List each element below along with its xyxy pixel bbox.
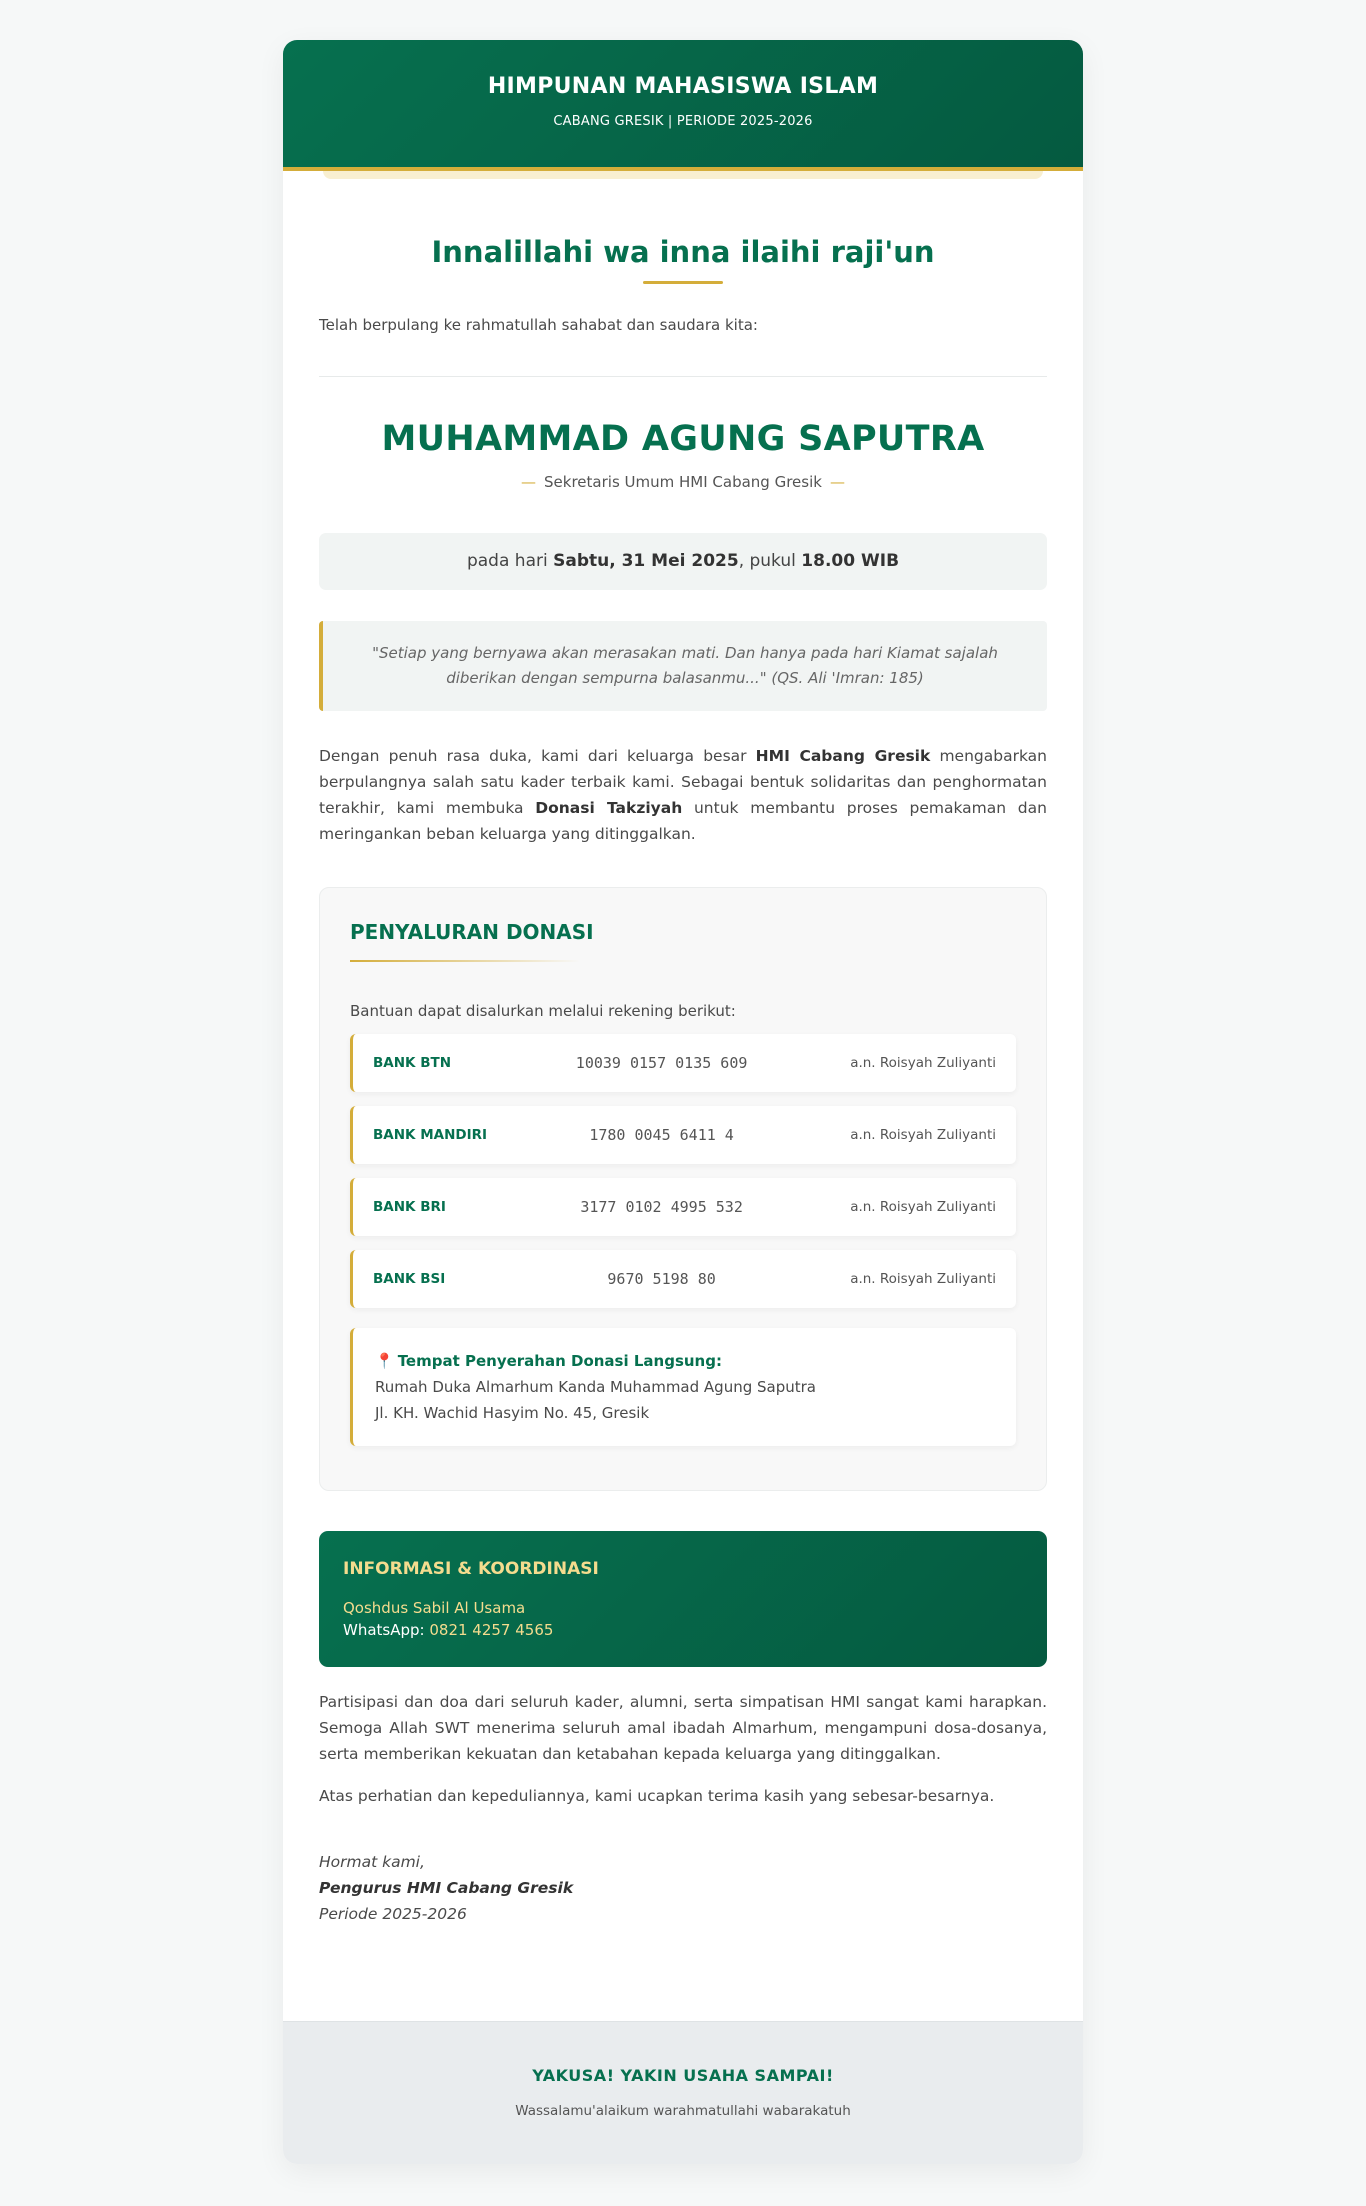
place-line-2: Jl. KH. Wachid Hasyim No. 45, Gresik	[375, 1404, 650, 1422]
org-subtitle: CABANG GRESIK | PERIODE 2025-2026	[553, 114, 813, 129]
pin-icon: 📍	[375, 1352, 394, 1370]
place-title	[375, 1348, 994, 1374]
quran-quote: "Setiap yang bernyawa akan merasakan mati. Dan hanya pada hari Kiamat sajalah diberikan dengan sempurna balasanmu..." (QS. Ali 'Imran: 185)	[319, 621, 1047, 711]
bank-account-owner: a.n. Roisyah Zuliyanti	[850, 1055, 996, 1071]
bank-row-bsi	[350, 1250, 1016, 1308]
thanks-paragraph: Atas perhatian dan kepeduliannya, kami ucapkan terima kasih yang sebesar-besarnya.	[319, 1787, 995, 1805]
bank-row-mandiri	[350, 1106, 1016, 1164]
footer-salam: Wassalamu'alaikum warahmatullahi wabarakatuh	[515, 2103, 851, 2119]
signature	[319, 1849, 1047, 1927]
para-part-1: Dengan penuh rasa duka, kami dari keluarga besar	[319, 747, 756, 765]
signature-greeting: Hormat kami,	[319, 1853, 425, 1871]
section-divider	[319, 376, 1047, 377]
para-part-2: mengabarkan berpulangnya salah satu kader terbaik kami. Sebagai bentuk solidaritas dan penghormatan terakhir, kami membuka	[319, 747, 1047, 817]
bank-account-number[interactable]: 10039 0157 0135 609	[575, 1054, 748, 1072]
contact-name: Qoshdus Sabil Al Usama	[343, 1599, 526, 1617]
header	[283, 40, 1083, 171]
place-line-1: Rumah Duka Almarhum Kanda Muhammad Agung Saputra	[375, 1378, 816, 1396]
page-title: Innalillahi wa inna ilaihi raji'un	[431, 235, 935, 269]
signature-org-text: Pengurus HMI Cabang Gresik	[319, 1879, 574, 1897]
dash-left: —	[521, 473, 537, 491]
bank-account-owner: a.n. Roisyah Zuliyanti	[850, 1127, 996, 1143]
bank-row-btn	[350, 1034, 1016, 1092]
donation-section	[319, 887, 1047, 1491]
para-bold-1: HMI Cabang Gresik	[755, 747, 931, 765]
donation-heading: PENYALURAN DONASI	[350, 920, 594, 944]
org-name: HIMPUNAN MAHASISWA ISLAM	[487, 74, 879, 99]
coordination-heading: INFORMASI & KOORDINASI	[343, 1559, 599, 1579]
dash-right: —	[829, 473, 845, 491]
announcement-card	[283, 40, 1083, 2164]
bank-account-number[interactable]: 9670 5198 80	[607, 1270, 716, 1288]
bank-account-owner: a.n. Roisyah Zuliyanti	[850, 1271, 996, 1287]
date-prefix: pada hari	[466, 551, 554, 571]
date-mid: , pukul	[738, 551, 802, 571]
coordination-box	[319, 1531, 1047, 1667]
donation-place	[350, 1328, 1016, 1446]
whatsapp-line	[343, 1621, 1023, 1639]
bank-account-number[interactable]: 3177 0102 4995 532	[580, 1198, 743, 1216]
title-divider	[643, 281, 723, 284]
bank-row-bri	[350, 1178, 1016, 1236]
announcement-paragraph	[319, 743, 1047, 847]
intro-text: Telah berpulang ke rahmatullah sahabat dan saudara kita:	[319, 316, 758, 334]
signature-period: Periode 2025-2026	[319, 1905, 467, 1923]
bank-account-number[interactable]: 1780 0045 6411 4	[589, 1126, 734, 1144]
donation-heading-rule	[350, 960, 580, 962]
whatsapp-label: WhatsApp:	[343, 1621, 430, 1639]
date-time-box	[319, 533, 1047, 590]
role-text: Sekretaris Umum HMI Cabang Gresik	[544, 473, 822, 491]
header-accent	[323, 171, 1043, 179]
whatsapp-number[interactable]: 0821 4257 4565	[429, 1621, 554, 1639]
signature-org	[319, 1875, 1047, 1901]
date-day: Sabtu, 31 Mei 2025	[553, 551, 739, 571]
closing-paragraph: Partisipasi dan doa dari seluruh kader, alumni, serta simpatisan HMI sangat kami harapkan. Semoga Allah SWT menerima seluruh amal ibadah Almarhum, mengampuni dosa-dosanya, serta memberikan kekuatan dan ketabahan kepada keluarga yang ditinggalkan.	[319, 1693, 1047, 1763]
bank-name: BANK MANDIRI	[373, 1127, 488, 1143]
bank-account-owner: a.n. Roisyah Zuliyanti	[850, 1199, 996, 1215]
place-title-text: Tempat Penyerahan Donasi Langsung:	[397, 1352, 722, 1370]
bank-name: BANK BRI	[373, 1199, 446, 1215]
date-time: 18.00 WIB	[801, 551, 900, 571]
donation-lead: Bantuan dapat disalurkan melalui rekening berikut:	[350, 1002, 736, 1020]
footer-slogan: YAKUSA! YAKIN USAHA SAMPAI!	[532, 2066, 834, 2085]
deceased-role	[319, 473, 1047, 491]
content	[283, 235, 1083, 1927]
para-part-3: untuk membantu proses pemakaman dan meringankan beban keluarga yang ditinggalkan.	[319, 799, 1047, 843]
bank-name: BANK BSI	[373, 1271, 446, 1287]
bank-name: BANK BTN	[373, 1055, 451, 1071]
para-bold-2: Donasi Takziyah	[535, 799, 683, 817]
deceased-name: MUHAMMAD AGUNG SAPUTRA	[381, 419, 985, 459]
footer	[283, 2021, 1083, 2164]
